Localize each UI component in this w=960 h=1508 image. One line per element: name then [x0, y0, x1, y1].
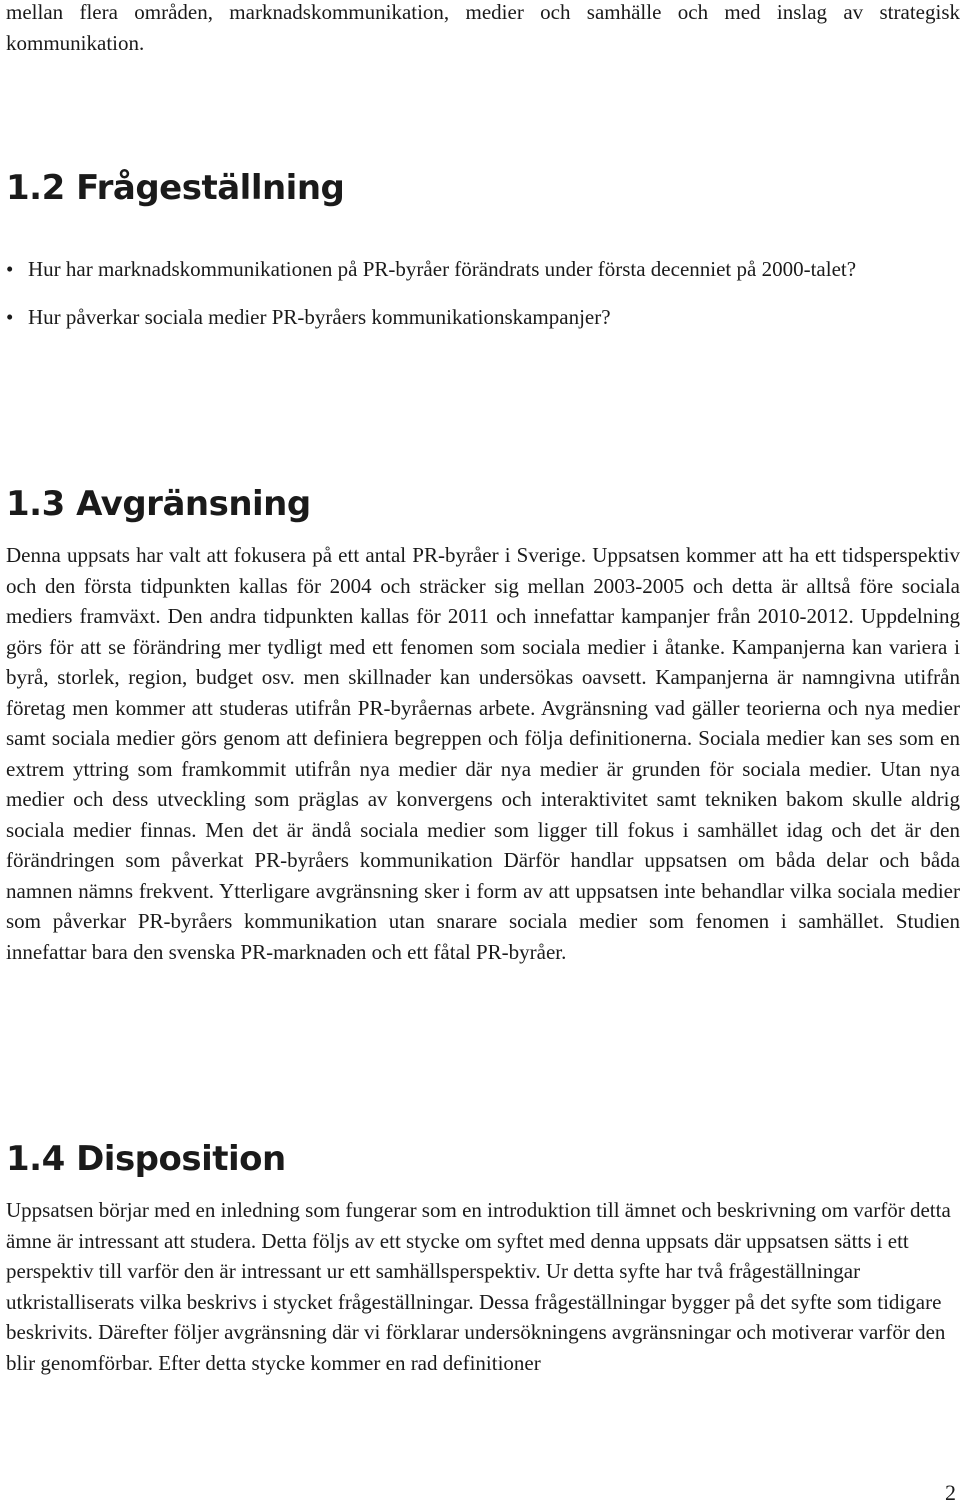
- section-heading-disposition: 1.4 Disposition: [6, 1139, 286, 1179]
- intro-paragraph-tail: mellan flera områden, marknadskommunikation, medier och samhälle och med inslag av strategisk kommunikation.: [6, 0, 960, 55]
- list-item-question: • Hur påverkar sociala medier PR-byråers kommunikationskampanjer?: [6, 302, 960, 333]
- question-list: [6, 254, 960, 332]
- section-heading-fragestallning: 1.2 Frågeställning: [6, 168, 345, 208]
- disposition-paragraph: Uppsatsen börjar med en inledning som fungerar som en introduktion till ämnet och beskrivning om varför detta ämne är intressant att studera. Detta följs av ett stycke om syftet med denna uppsats där uppsatsen sätts i ett perspektiv till varför den är intressant ur ett samhällsperspektiv. Ur detta syfte har två frågeställningar utkristalliserats vilka beskrivs i stycket frågeställningar. Dessa frågeställningar bygger på det syfte som tidigare beskrivits. Därefter följer avgränsning där vi förklarar undersökningens avgränsningar och motiverar varför den blir genomförbar. Efter detta stycke kommer en rad definitioner: [6, 1198, 951, 1375]
- page-number: 2: [945, 1480, 956, 1505]
- list-item-question: • Hur har marknadskommunikationen på PR-byråer förändrats under första decenniet på 2000-talet?: [6, 254, 960, 285]
- avgransning-paragraph: Denna uppsats har valt att fokusera på ett antal PR-byråer i Sverige. Uppsatsen kommer att ha ett tidsperspektiv och den första tidpunkten kallas för 2004 och sträcker sig mellan 2003-2005 och detta är alltså före sociala mediers framväxt. Den andra tidpunkten kallas för 2011 och innefattar kampanjer från 2010-2012. Uppdelning görs för att se förändring mer tydligt med ett fenomen som sociala medier i åtanke. Kampanjerna kan variera i byrå, storlek, region, budget osv. men skillnader kan undersökas oavsett. Kampanjerna är namngivna utifrån företag men kommer att studeras utifrån PR-byråernas arbete. Avgränsning vad gäller teorierna och nya medier samt sociala medier görs genom att definiera begreppen och följa definitionerna. Sociala medier kan ses som en extrem yttring som framkommit utifrån nya medier där nya medier är grunden för sociala medier. Utan nya medier och dess utveckling som präglas av konvergens och interaktivitet samt tekniken bakom skulle aldrig sociala medier finnas. Men det är ändå sociala medier som ligger till fokus i samhället idag och det är den förändringen som påverkat PR-byråers kommunikation Därför handlar uppsatsen om båda delar och båda namnen nämns frekvent. Ytterligare avgränsning sker i form av att uppsatsen inte behandlar vilka sociala medier som påverkar PR-byråers kommunikation utan snarare sociala medier som fenomen i samhället. Studien innefattar bara den svenska PR-marknaden och ett fåtal PR-byråer.: [6, 543, 960, 964]
- section-heading-avgransning: 1.3 Avgränsning: [6, 484, 311, 524]
